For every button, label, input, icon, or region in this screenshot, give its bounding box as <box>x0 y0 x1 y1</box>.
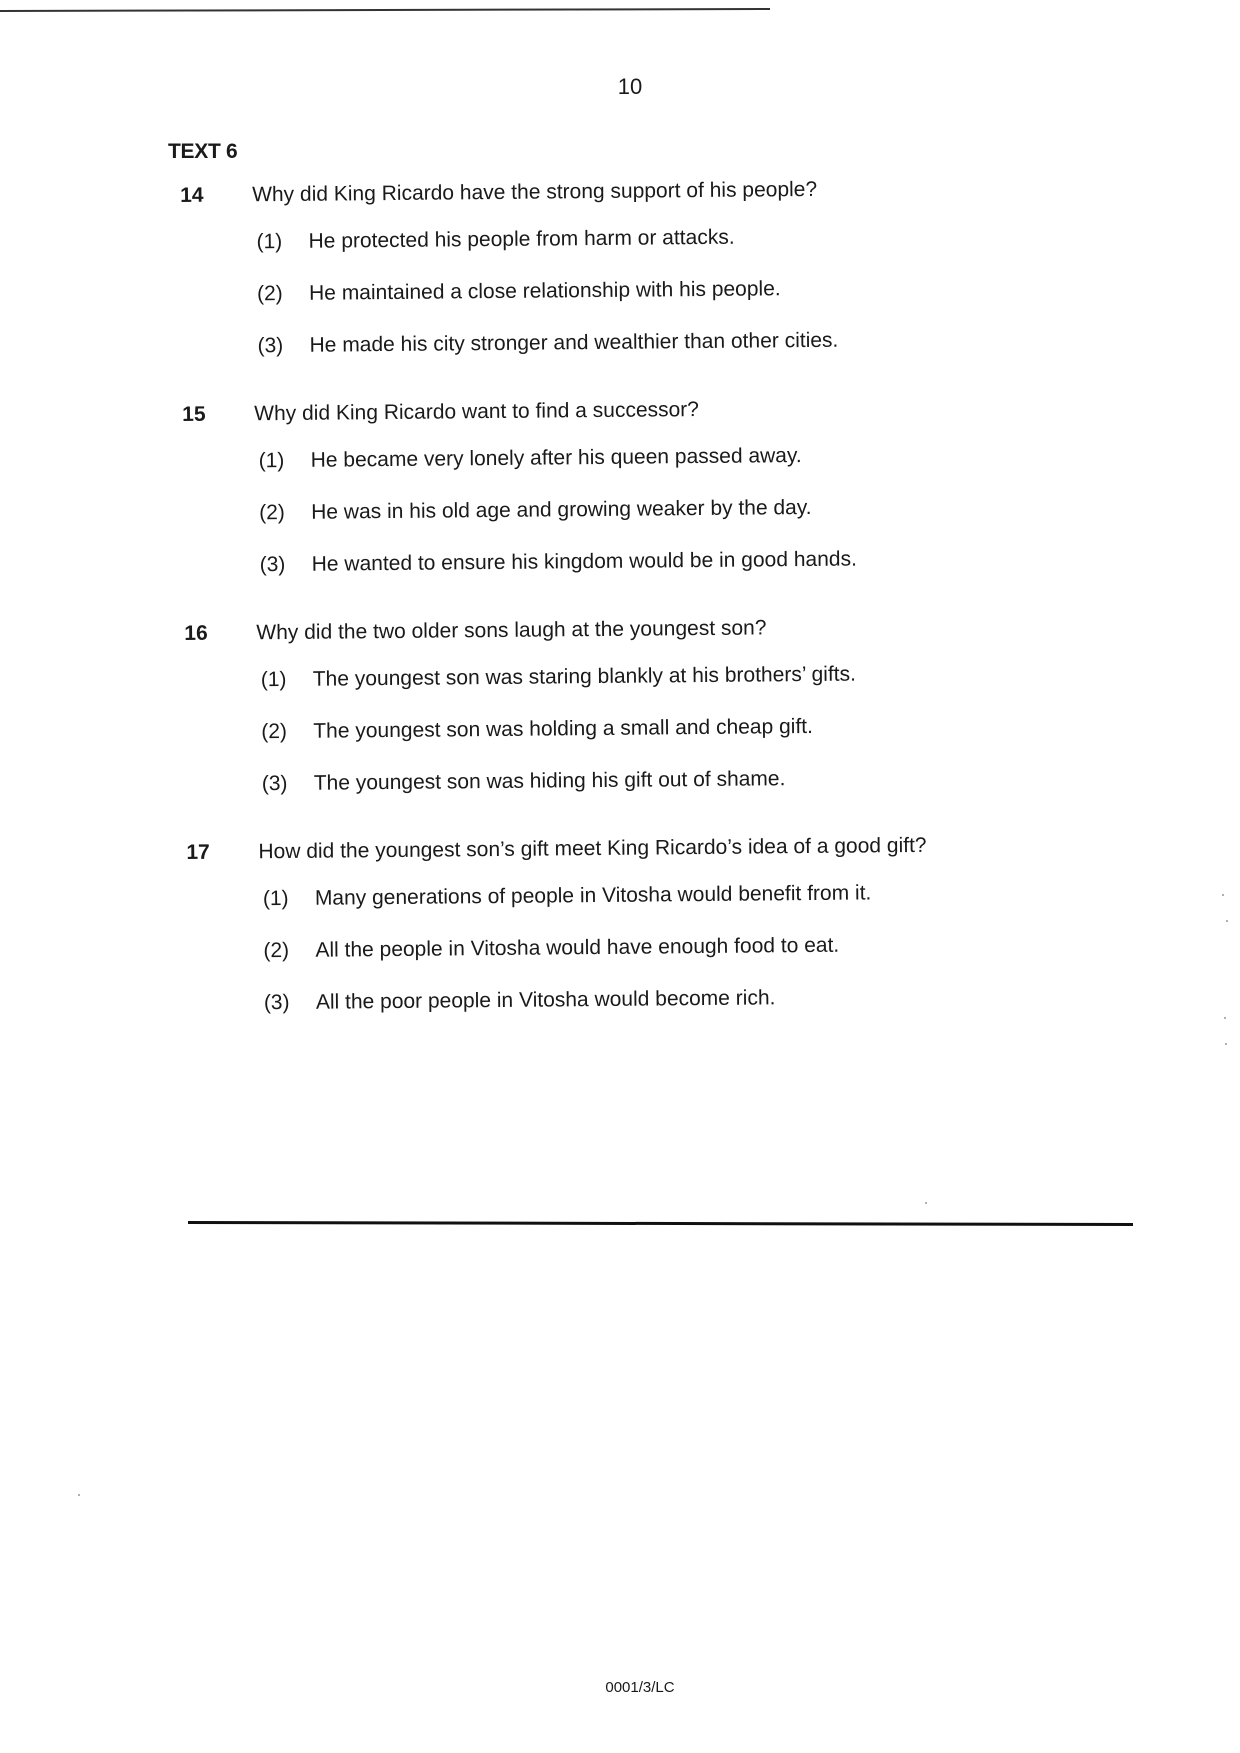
question-text: How did the youngest son’s gift meet King Ricardo’s idea of a good gift? <box>258 833 927 864</box>
question-17 <box>186 830 1118 1018</box>
question-number: 17 <box>186 840 210 864</box>
option-label: (3) <box>259 553 286 577</box>
question-number: 16 <box>184 621 208 645</box>
option-item <box>259 439 1113 475</box>
option-item <box>257 272 1111 308</box>
option-text: He protected his people from harm or attacks. <box>308 225 735 253</box>
page-number: 10 <box>617 74 643 99</box>
section-heading: TEXT 6 <box>168 140 238 163</box>
option-list <box>256 220 1111 360</box>
option-text: All the poor people in Vitosha would become rich. <box>315 986 776 1014</box>
question-number: 15 <box>182 402 206 426</box>
option-label: (3) <box>263 990 290 1015</box>
option-label: (1) <box>258 449 285 473</box>
option-item <box>260 543 1114 579</box>
option-label: (2) <box>263 938 290 963</box>
option-item <box>257 324 1111 360</box>
option-label: (1) <box>256 230 283 254</box>
option-label: (3) <box>261 771 288 796</box>
option-list <box>259 439 1114 579</box>
question-list <box>180 173 1118 1058</box>
option-item <box>261 658 1115 694</box>
option-label: (2) <box>259 501 285 525</box>
question-16 <box>184 611 1116 799</box>
option-text: He maintained a close relationship with his people. <box>308 277 781 305</box>
bottom-rule <box>188 1221 1133 1226</box>
question-text: Why did the two older sons laugh at the youngest son? <box>256 616 767 645</box>
option-list <box>261 658 1116 798</box>
question-text: Why did King Ricardo want to find a successor? <box>254 398 700 426</box>
option-label: (2) <box>261 719 288 744</box>
option-text: He became very lonely after his queen passed away. <box>310 444 802 472</box>
option-label: (1) <box>260 668 287 692</box>
option-text: He made his city stronger and wealthier than other cities. <box>309 328 839 357</box>
option-text: The youngest son was staring blankly at his brothers’ gifts. <box>312 662 857 691</box>
option-item <box>262 762 1116 798</box>
scan-speck <box>78 1494 80 1496</box>
option-text: He was in his old age and growing weaker by the day. <box>311 495 812 524</box>
question-15 <box>182 392 1114 580</box>
option-label: (3) <box>257 334 284 358</box>
question-text: Why did King Ricardo have the strong support of his people? <box>252 177 818 207</box>
option-item <box>259 491 1113 527</box>
option-text: The youngest son was hiding his gift out of shame. <box>313 767 786 795</box>
scan-speck <box>1226 920 1228 922</box>
option-text: He wanted to ensure his kingdom would be in good hands. <box>311 547 857 576</box>
option-text: All the people in Vitosha would have enough food to eat. <box>315 933 840 962</box>
option-item <box>263 877 1117 913</box>
question-number: 14 <box>180 183 204 207</box>
top-rule <box>0 8 770 12</box>
option-item <box>261 710 1115 746</box>
scan-speck <box>1222 894 1224 896</box>
scan-speck <box>1225 1043 1227 1045</box>
scan-speck <box>925 1202 927 1204</box>
question-14 <box>180 173 1112 361</box>
option-label: (1) <box>262 886 289 911</box>
footer-code: 0001/3/LC <box>605 1679 675 1696</box>
option-item <box>256 220 1110 256</box>
option-text: Many generations of people in Vitosha would benefit from it. <box>314 881 872 910</box>
option-text: The youngest son was holding a small and cheap gift. <box>313 714 814 743</box>
option-item <box>263 929 1117 965</box>
scan-speck <box>1224 1017 1226 1019</box>
option-label: (2) <box>256 282 283 306</box>
option-item <box>264 981 1118 1017</box>
option-list <box>263 877 1118 1017</box>
